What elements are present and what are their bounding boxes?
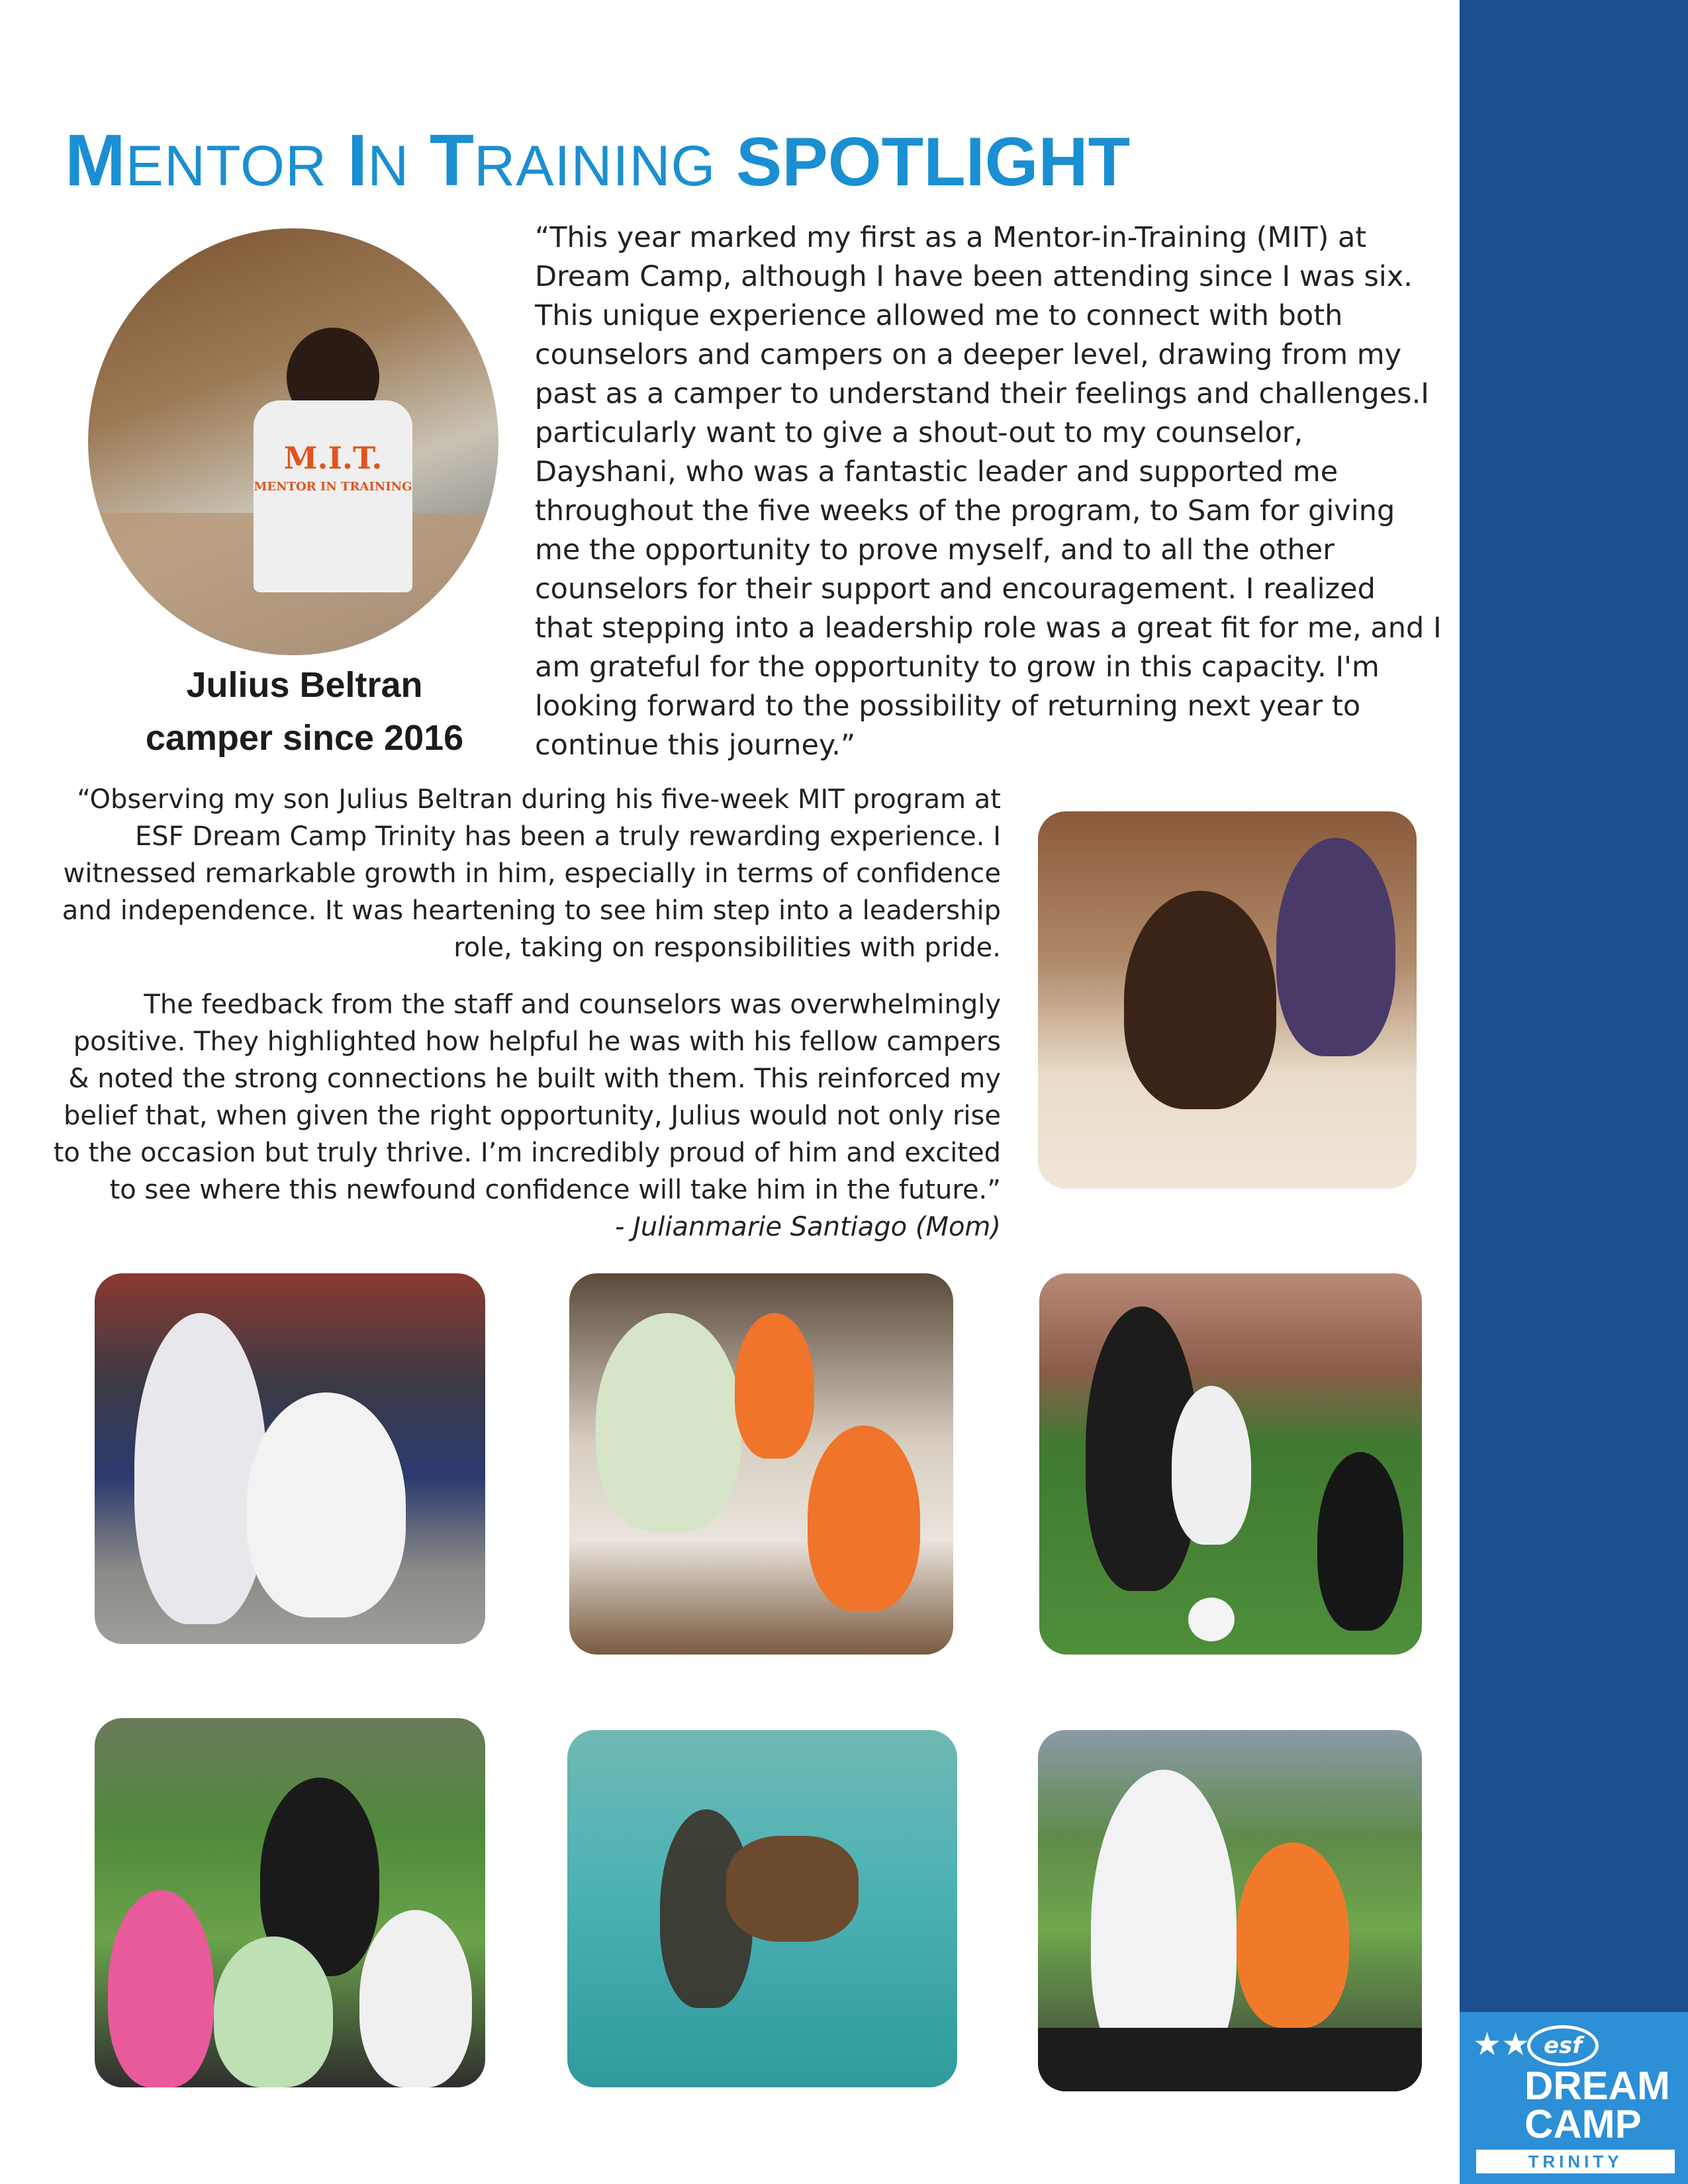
photo-figure xyxy=(134,1313,267,1624)
title-m: M xyxy=(65,120,126,201)
photo-figure xyxy=(247,1392,406,1617)
parent-quote-paragraph-1: “Observing my son Julius Beltran during his five-week MIT program at ESF Dream Camp Trinity has been a truly rewarding experience. I witnessed remarkable growth in him, especially in terms of confidence and independence. It was heartening to see him step into a leadership role, taking on responsibilities with pride. xyxy=(62,784,1001,963)
title-i: I xyxy=(347,120,368,201)
photo-science-lab xyxy=(569,1273,953,1655)
shirt-text-mit: M.I.T. xyxy=(283,440,383,476)
photo-figure xyxy=(726,1836,859,1942)
photo-swimming-pool xyxy=(567,1730,957,2087)
photo-figure xyxy=(1172,1386,1251,1545)
photo-figure xyxy=(735,1313,814,1459)
photo-outdoor-group xyxy=(95,1718,485,2087)
photo-figure xyxy=(1276,838,1395,1056)
title-spotlight: SPOTLIGHT xyxy=(736,124,1131,201)
caption-subtitle: camper since 2016 xyxy=(145,718,464,758)
title-t: T xyxy=(429,120,475,201)
stars-icon: ★★ xyxy=(1473,2026,1530,2063)
title-raining: RAINING xyxy=(474,134,716,198)
photo-table xyxy=(1038,2028,1422,2091)
photo-cooking-activity xyxy=(1038,1730,1422,2091)
title-entor: ENTOR xyxy=(125,134,328,198)
photo-figure xyxy=(359,1910,472,2087)
parent-quote-paragraph-2: The feedback from the staff and counselors was overwhelmingly positive. They highlighted how helpful he was with his fellow campers & noted the strong connections he built with them. This reinforced my belief that, when given the right opportunity, Julius would not only rise to the occasion but truly thrive. I’m incredibly proud of him and excited to see where this newfound confidence will take him in the future.” xyxy=(53,989,1001,1205)
logo-trinity: TRINITY xyxy=(1476,2150,1675,2173)
photo-figure xyxy=(1237,1843,1349,2028)
dream-camp-logo xyxy=(1460,2012,1688,2184)
parent-quote-signature: - Julianmarie Santiago (Mom) xyxy=(614,1212,1001,1242)
caption-name: Julius Beltran xyxy=(186,665,423,705)
photo-figure xyxy=(108,1890,214,2087)
portrait-caption xyxy=(99,659,510,764)
shirt-text-mentor: MENTOR IN TRAINING xyxy=(254,480,412,494)
photo-figure xyxy=(214,1936,333,2087)
portrait-photo xyxy=(88,228,498,655)
photo-figure xyxy=(808,1426,920,1611)
photo-figure xyxy=(1124,891,1276,1109)
photo-snack-time xyxy=(95,1273,485,1644)
soccer-ball xyxy=(1188,1598,1235,1641)
parent-quote xyxy=(46,781,1001,1246)
photo-figure xyxy=(1317,1452,1403,1631)
logo-camp: CAMP xyxy=(1524,2102,1642,2146)
logo-esf: esf xyxy=(1527,2025,1599,2066)
photo-figure xyxy=(596,1313,741,1531)
mentor-quote: “This year marked my first as a Mentor-in-Training (MIT) at Dream Camp, although I have been attending since I was six. This unique experience allowed me to connect with both counselors and campers on a deeper level, drawing from my past as a camper to understand their feelings and challenges.I particularly want to give a shout-out to my counselor, Dayshani, who was a fantastic leader and supported me throughout the five weeks of the program, to Sam for giving me the opportunity to prove myself, and to all the other counselors for their support and encouragement. I realized that stepping into a leadership role was a great fit for me, and I am grateful for the opportunity to grow in this capacity. I'm looking forward to the possibility of returning next year to continue this journey.” xyxy=(535,221,1442,762)
page-title xyxy=(65,118,1130,209)
photo-craft-activity xyxy=(1038,811,1417,1189)
logo-dream: DREAM xyxy=(1524,2064,1670,2108)
sidebar-band xyxy=(1460,0,1688,2184)
portrait-shirt xyxy=(254,400,412,592)
title-n: N xyxy=(367,134,410,198)
photo-soccer-game xyxy=(1039,1273,1422,1655)
